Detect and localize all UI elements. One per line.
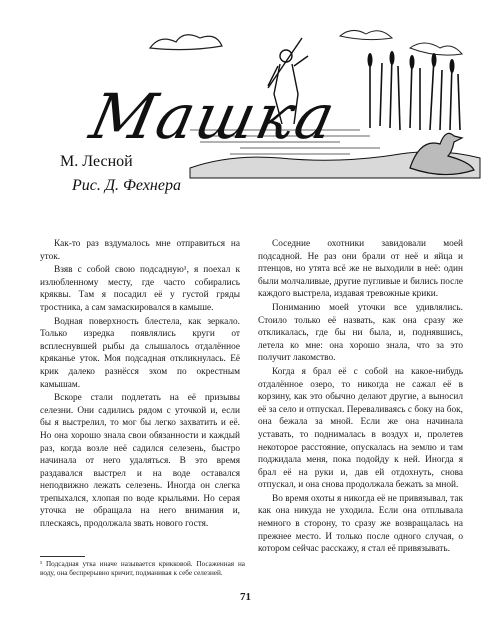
paragraph: Как-то раз вздумалось мне отправиться на уток. [40, 239, 240, 262]
left-column [40, 238, 240, 531]
right-column [258, 238, 463, 556]
illustrator-credit: Рис. Д. Фехнера [72, 177, 181, 194]
duck-drawing [410, 133, 474, 174]
paragraph: Пониманию моей уточки все удивлялись. Стоило только её назвать, как она сразу же откликалась, где бы ни была, и, поднявшись, летела ко мне: она хорошо знала, что за это получит лакомство. [258, 302, 463, 364]
paragraph: Взяв с собой свою подсадную¹, я поехал к излюбленному месту, где часто собирались кряквы. Там я посадил её у густой гряды тростника, а сам замаскировался в камыше. [40, 265, 240, 313]
paragraph: Водная поверхность блестела, как зеркало. Только изредка появлялись круги от всплеснувшей рыбы да слышалось отдалённое кряканье уток. Моя подсадная откликнулась. Её крик далеко разнёсся эхом по окрестным камышам. [40, 316, 240, 390]
paragraph: Соседние охотники завидовали моей подсадной. Не раз они брали от неё и яйца и птенцов, но утята всё же не выходили в неё: один были молчаливые, другие пугливые и бились после каждого выстрела, издавая тревожные крики. [258, 239, 463, 300]
page-number: 71 [240, 591, 251, 603]
story-title: Машка [84, 80, 343, 153]
footnote-divider [40, 556, 85, 557]
paragraph: Когда я брал её с собой на какое-нибудь отдалённое озеро, то никогда не сажал её в корзину, как это обычно делают другие, а выносил её за село и отпускал. Переваливаясь с боку на бок, она бежала за мной. Если же она начинала уставать, то поднималась в воздух и, пролетев некоторое расстояние, опускалась на землю и там поджидала меня, пока подойду к ней. Иногда я брал её на руки и, дав ей отдохнуть, снова отпускал, и она снова продолжала бежать за мной. [258, 366, 463, 491]
paragraph: Вскоре стали подлетать на её призывы селезни. Они садились рядом с уточкой и, если бы я выстрелил, то мог бы легко захватить и её. Но она хорошо знала свои обязанности и каждый раз, когда возле неё садился селезень, быстро начинала от него удаляться. В это время раздавался выстрел и на воде оставался неподвижно лежать селезень. Иногда он слегка трепыхался, хлопая по воде крыльями. Но серая уточка не обращала на него внимания и, плескаясь, продолжала звать нового гостя. [40, 393, 240, 530]
footnote: ¹ Подсадная утка иначе называется крикковой. Посаженная на воду, она беспрерывно кричит, подманивая к себе селезней. [40, 560, 245, 577]
paragraph: Во время охоты я никогда её не привязывал, так как она никуда не уходила. Если она отплывала немного в сторону, то сразу же возвращалась на прежнее место. И только после одного случая, о котором сейчас расскажу, я стал её привязывать. [258, 493, 463, 555]
author-name: М. Лесной [60, 153, 133, 170]
